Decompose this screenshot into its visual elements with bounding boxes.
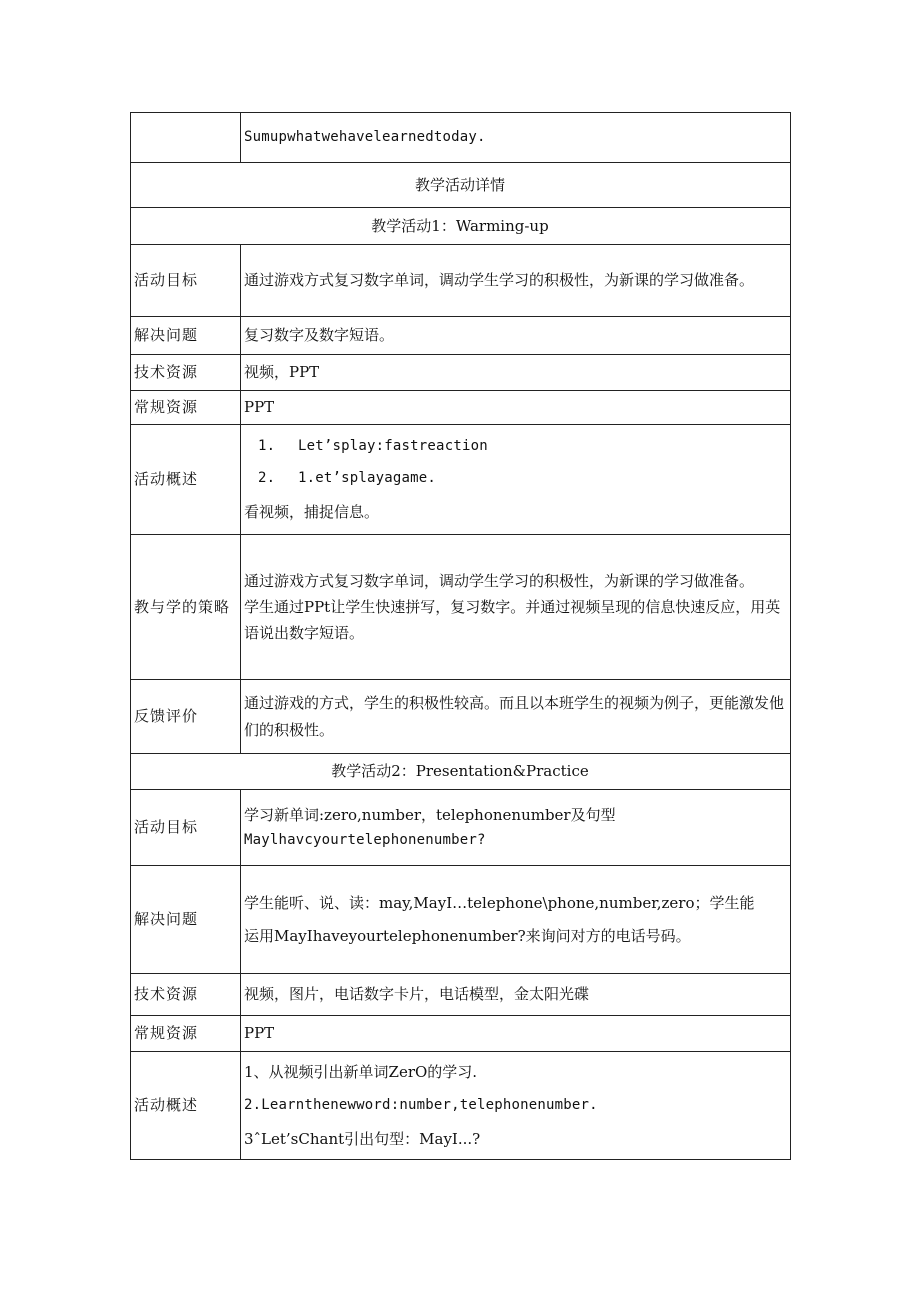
list-number: 1.: [258, 437, 276, 454]
activity1-goal-row: [131, 245, 791, 317]
activity1-overview-row: [131, 425, 791, 535]
activity2-goal-content: [241, 790, 791, 866]
activity1-strategy-label: 教与学的策略: [131, 535, 241, 680]
activity2-overview-content: [241, 1052, 791, 1160]
section-title: 教学活动详情: [131, 163, 791, 208]
problem-line: 学生能听、说、读：may,MayI…telephone\phone,number,zero；学生能: [244, 894, 755, 913]
activity2-overview-row: [131, 1052, 791, 1160]
activity1-goal-label: 活动目标: [131, 245, 241, 317]
activity2-goal-label: 活动目标: [131, 790, 241, 866]
activity1-overview-label: 活动概述: [131, 425, 241, 535]
overview-list-item: [244, 466, 786, 491]
overview-line: 1、从视频引出新单词ZerO的学习.: [244, 1063, 478, 1081]
summary-row: [131, 113, 791, 163]
activity1-feedback-content: 通过游戏的方式，学生的积极性较高。而且以本班学生的视频为例子，更能激发他们的积极性。: [241, 680, 791, 754]
list-text: Let’splay:fastreaction: [298, 437, 488, 454]
activity2-tech-content: 视频，图片，电话数字卡片，电话模型，金太阳光碟: [241, 974, 791, 1016]
activity1-regular-content: PPT: [241, 391, 791, 425]
activity1-overview-content: [241, 425, 791, 535]
goal-line: Maylhavcyourtelephonenumber?: [244, 832, 486, 849]
activity1-tech-content: 视频，PPT: [241, 355, 791, 391]
activity1-title-row: [131, 208, 791, 245]
activity2-goal-row: [131, 790, 791, 866]
overview-list-item: [244, 434, 786, 459]
list-number: 2.: [258, 470, 276, 487]
activity1-feedback-row: [131, 680, 791, 754]
activity1-strategy-row: [131, 535, 791, 680]
strategy-paragraph: 学生通过PPt让学生快速拼写，复习数字。并通过视频呈现的信息快速反应，用英语说出数字短语。: [244, 597, 781, 643]
lesson-plan-table: [130, 112, 791, 1160]
activity1-problem-row: [131, 317, 791, 355]
activity2-title-row: [131, 754, 791, 790]
summary-content: Sumupwhatwehavelearnedtoday.: [241, 113, 791, 163]
activity1-title: 教学活动1：Warming-up: [131, 208, 791, 245]
activity2-regular-row: [131, 1016, 791, 1052]
activity2-title: 教学活动2：Presentation&Practice: [131, 754, 791, 790]
summary-label: [131, 113, 241, 163]
activity2-regular-label: 常规资源: [131, 1016, 241, 1052]
activity2-problem-content: [241, 866, 791, 974]
overview-extra-text: 看视频，捕捉信息。: [244, 502, 380, 521]
overview-line: 3ˆLet’sChant引出句型：MayI...?: [244, 1129, 481, 1148]
list-text: 1.et’splayagame.: [298, 470, 437, 487]
problem-line: 运用MayIhaveyourtelephonenumber?来询问对方的电话号码。: [244, 926, 691, 945]
activity1-strategy-content: [241, 535, 791, 680]
activity2-problem-row: [131, 866, 791, 974]
activity2-tech-row: [131, 974, 791, 1016]
activity1-goal-content: 通过游戏方式复习数字单词，调动学生学习的积极性，为新课的学习做准备。: [241, 245, 791, 317]
activity2-regular-content: PPT: [241, 1016, 791, 1052]
overview-line: 2.Learnthenewword:number,telephonenumber.: [244, 1097, 598, 1114]
goal-line: 学习新单词:zero,number，telephonenumber及句型: [244, 806, 616, 825]
activity1-regular-label: 常规资源: [131, 391, 241, 425]
activity1-problem-content: 复习数字及数字短语。: [241, 317, 791, 355]
activity2-overview-label: 活动概述: [131, 1052, 241, 1160]
activity1-problem-label: 解决问题: [131, 317, 241, 355]
activity2-problem-label: 解决问题: [131, 866, 241, 974]
activity1-tech-row: [131, 355, 791, 391]
activity2-tech-label: 技术资源: [131, 974, 241, 1016]
activity1-feedback-label: 反馈评价: [131, 680, 241, 754]
activity1-tech-label: 技术资源: [131, 355, 241, 391]
section-title-row: [131, 163, 791, 208]
strategy-paragraph: 通过游戏方式复习数字单词，调动学生学习的积极性，为新课的学习做准备。: [244, 571, 755, 590]
activity1-regular-row: [131, 391, 791, 425]
